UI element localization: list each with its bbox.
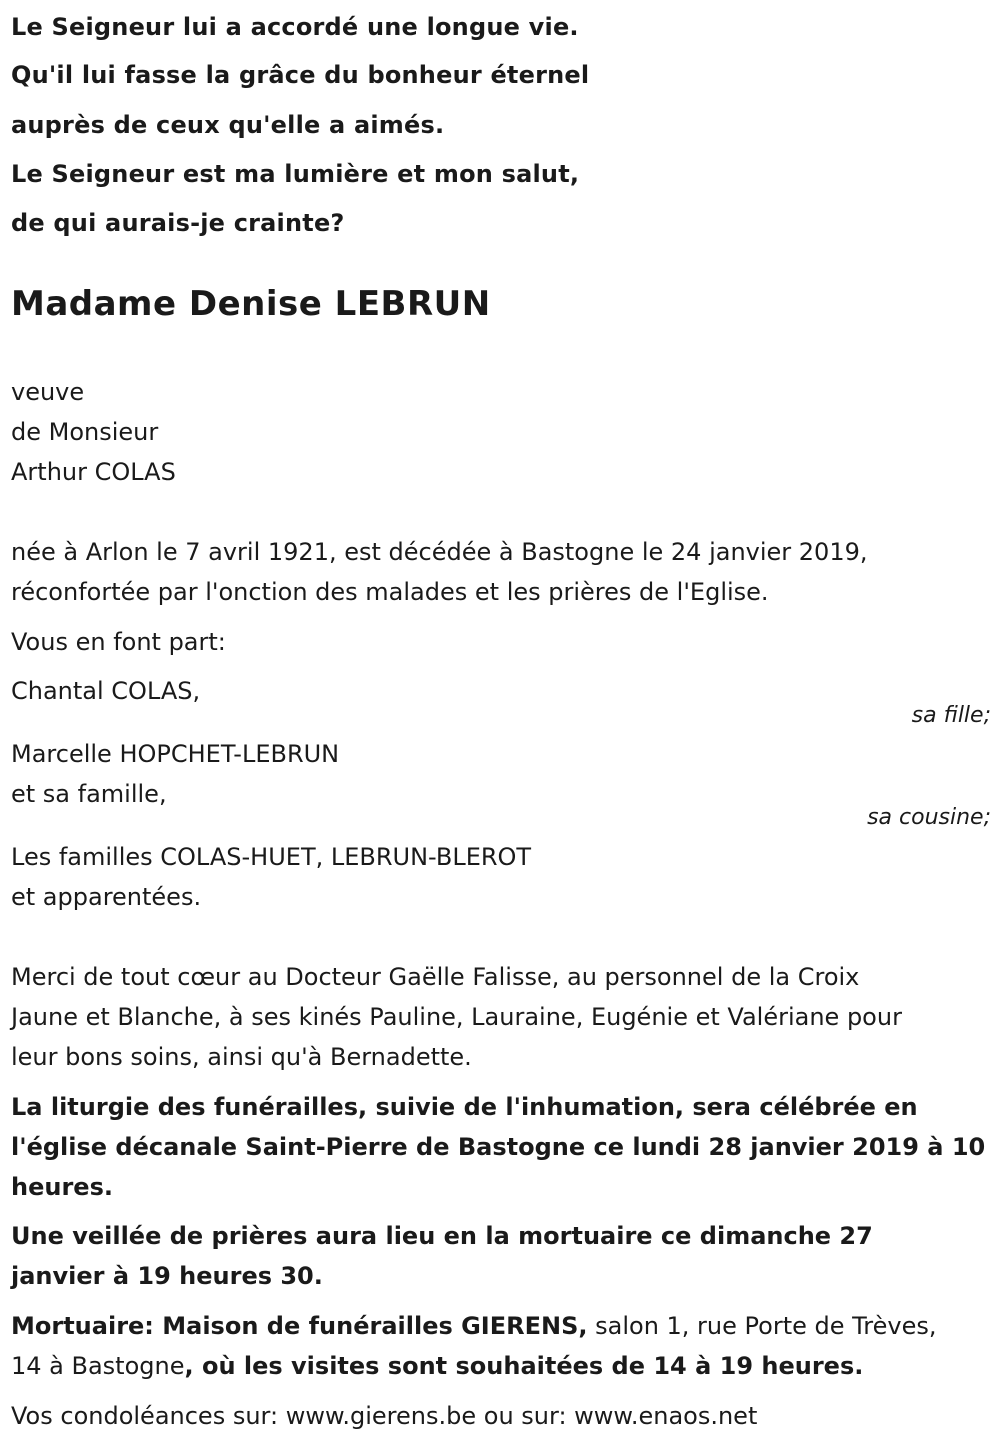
mortuary-address-1: salon 1, rue Porte de Trèves,: [587, 1312, 937, 1340]
birth-death-line-1: née à Arlon le 7 avril 1921, est décédée à Bastogne le 24 janvier 2019,: [11, 538, 868, 566]
mortuary-address-2: 14 à Bastogne: [11, 1352, 185, 1380]
vigil-line-1: Une veillée de prières aura lieu en la mortuaire ce dimanche 27: [11, 1222, 873, 1250]
verse-line-3: auprès de ceux qu'elle a aimés.: [11, 111, 445, 139]
liturgy-line-3: heures.: [11, 1173, 113, 1201]
verse-line-1: Le Seigneur lui a accordé une longue vie.: [11, 13, 579, 41]
birth-death-line-2: réconfortée par l'onction des malades et les prières de l'Eglise.: [11, 578, 769, 606]
mortuary-line-2: [11, 1346, 863, 1386]
spouse-line-2: de Monsieur: [11, 418, 159, 446]
cousin-role: sa cousine;: [867, 805, 991, 830]
verse-line-4: Le Seigneur est ma lumière et mon salut,: [11, 160, 580, 188]
families-line-1: Les familles COLAS-HUET, LEBRUN-BLEROT: [11, 843, 532, 871]
verse-line-2: Qu'il lui fasse la grâce du bonheur éternel: [11, 61, 590, 89]
thanks-line-2: Jaune et Blanche, à ses kinés Pauline, Lauraine, Eugénie et Valériane pour: [11, 1003, 902, 1031]
mortuary-line-1: [11, 1306, 936, 1346]
mortuary-visits: , où les visites sont souhaitées de 14 à 19 heures.: [184, 1352, 864, 1380]
liturgy-line-1: La liturgie des funérailles, suivie de l'inhumation, sera célébrée en: [11, 1093, 918, 1121]
thanks-line-1: Merci de tout cœur au Docteur Gaëlle Falisse, au personnel de la Croix: [11, 963, 860, 991]
spouse-line-3: Arthur COLAS: [11, 458, 176, 486]
families-line-2: et apparentées.: [11, 883, 202, 911]
daughter-role: sa fille;: [911, 703, 991, 728]
vigil-line-2: janvier à 19 heures 30.: [11, 1262, 323, 1290]
mortuary-label: Mortuaire: Maison de funérailles GIERENS,: [11, 1312, 588, 1340]
cousin-name: Marcelle HOPCHET-LEBRUN: [11, 740, 340, 768]
daughter-name: Chantal COLAS,: [11, 677, 201, 705]
spouse-line-1: veuve: [11, 378, 85, 406]
cousin-family: et sa famille,: [11, 780, 167, 808]
announce-intro: Vous en font part:: [11, 628, 226, 656]
verse-line-5: de qui aurais-je crainte?: [11, 209, 345, 237]
liturgy-line-2: l'église décanale Saint-Pierre de Bastogne ce lundi 28 janvier 2019 à 10: [11, 1133, 986, 1161]
thanks-line-3: leur bons soins, ainsi qu'à Bernadette.: [11, 1043, 472, 1071]
condolences-line: Vos condoléances sur: www.gierens.be ou sur: www.enaos.net: [11, 1402, 758, 1430]
deceased-name: Madame Denise LEBRUN: [11, 284, 491, 324]
